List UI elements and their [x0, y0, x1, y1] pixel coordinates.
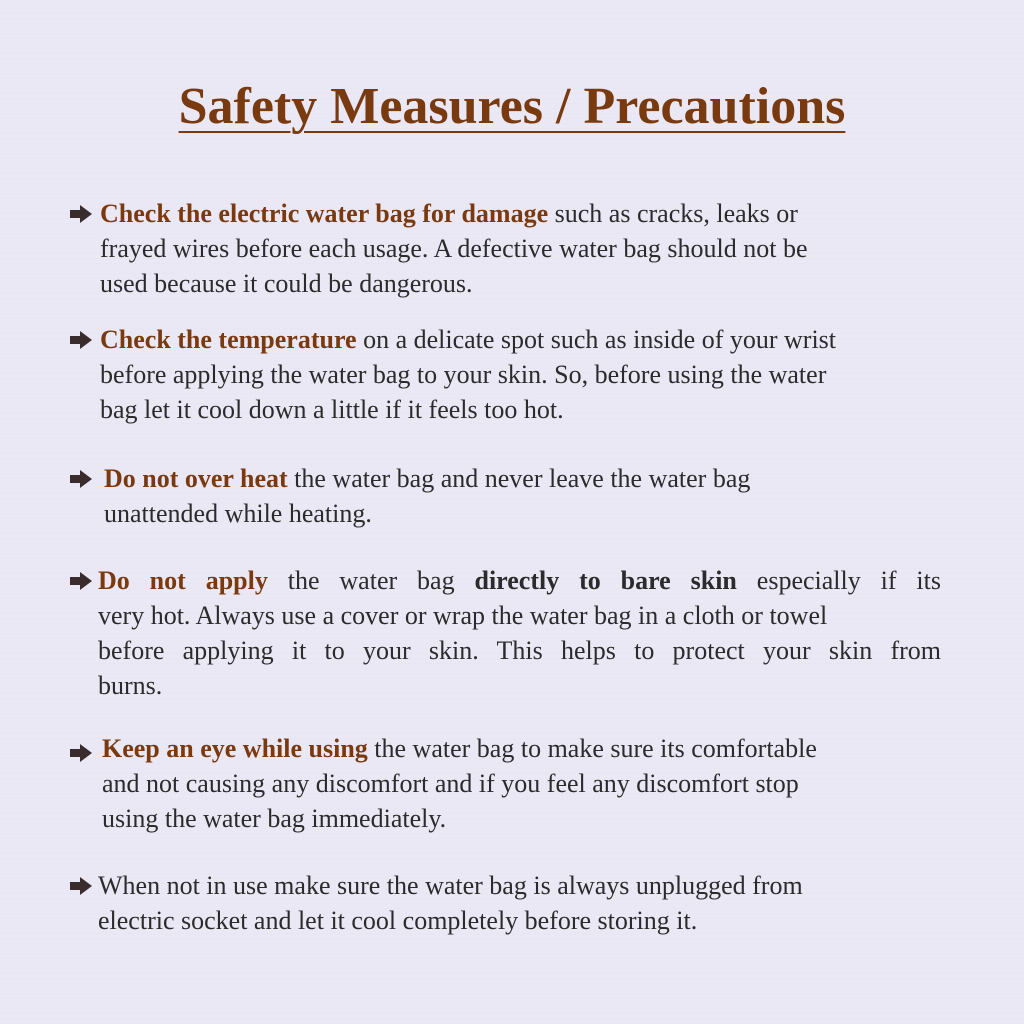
item-4-line-1a: the water bag — [267, 566, 475, 595]
item-4-line-2: very hot. Always use a cover or wrap the water bag in a cloth or towel — [98, 601, 828, 630]
item-4-line-4: burns. — [98, 671, 163, 700]
item-1-highlight: Check the electric water bag for damage — [100, 199, 549, 228]
item-5-line-1: the water bag to make sure its comfortable — [367, 734, 817, 763]
item-3-line-2: unattended while heating. — [104, 499, 372, 528]
right-arrow-icon — [70, 572, 92, 590]
right-arrow-icon — [70, 877, 92, 895]
item-3-line-1: the water bag and never leave the water bag — [287, 464, 751, 493]
item-4-line-3: before applying it to your skin. This helps to protect your skin from — [98, 636, 941, 665]
item-1-line-2: frayed wires before each usage. A defective water bag should not be — [100, 234, 808, 263]
item-2-line-2: before applying the water bag to your skin. So, before using the water — [100, 360, 827, 389]
right-arrow-icon — [70, 205, 92, 223]
page-title-text: Safety Measures / Precautions — [178, 78, 846, 135]
item-1-line-3: used because it could be dangerous. — [100, 269, 473, 298]
item-4-highlight: Do not apply — [98, 566, 268, 595]
item-1-line-1: such as cracks, leaks or — [548, 199, 798, 228]
item-2-line-3: bag let it cool down a little if it feels too hot. — [100, 395, 564, 424]
right-arrow-icon — [70, 744, 92, 762]
item-6-line-1: When not in use make sure the water bag is always unplugged from — [98, 871, 803, 900]
right-arrow-icon — [70, 470, 92, 488]
item-5-line-3: using the water bag immediately. — [102, 804, 447, 833]
item-3-highlight: Do not over heat — [104, 464, 288, 493]
item-4-bold: directly to bare skin — [474, 566, 737, 595]
item-4-line-1b: especially if its — [736, 566, 941, 595]
item-6-line-2: electric socket and let it cool completely before storing it. — [98, 906, 698, 935]
item-5-highlight: Keep an eye while using — [102, 734, 368, 763]
item-5-line-2: and not causing any discomfort and if you feel any discomfort stop — [102, 769, 799, 798]
right-arrow-icon — [70, 331, 92, 349]
page-title — [0, 78, 1024, 135]
item-2-line-1: on a delicate spot such as inside of your wrist — [356, 325, 837, 354]
item-2-highlight: Check the temperature — [100, 325, 357, 354]
